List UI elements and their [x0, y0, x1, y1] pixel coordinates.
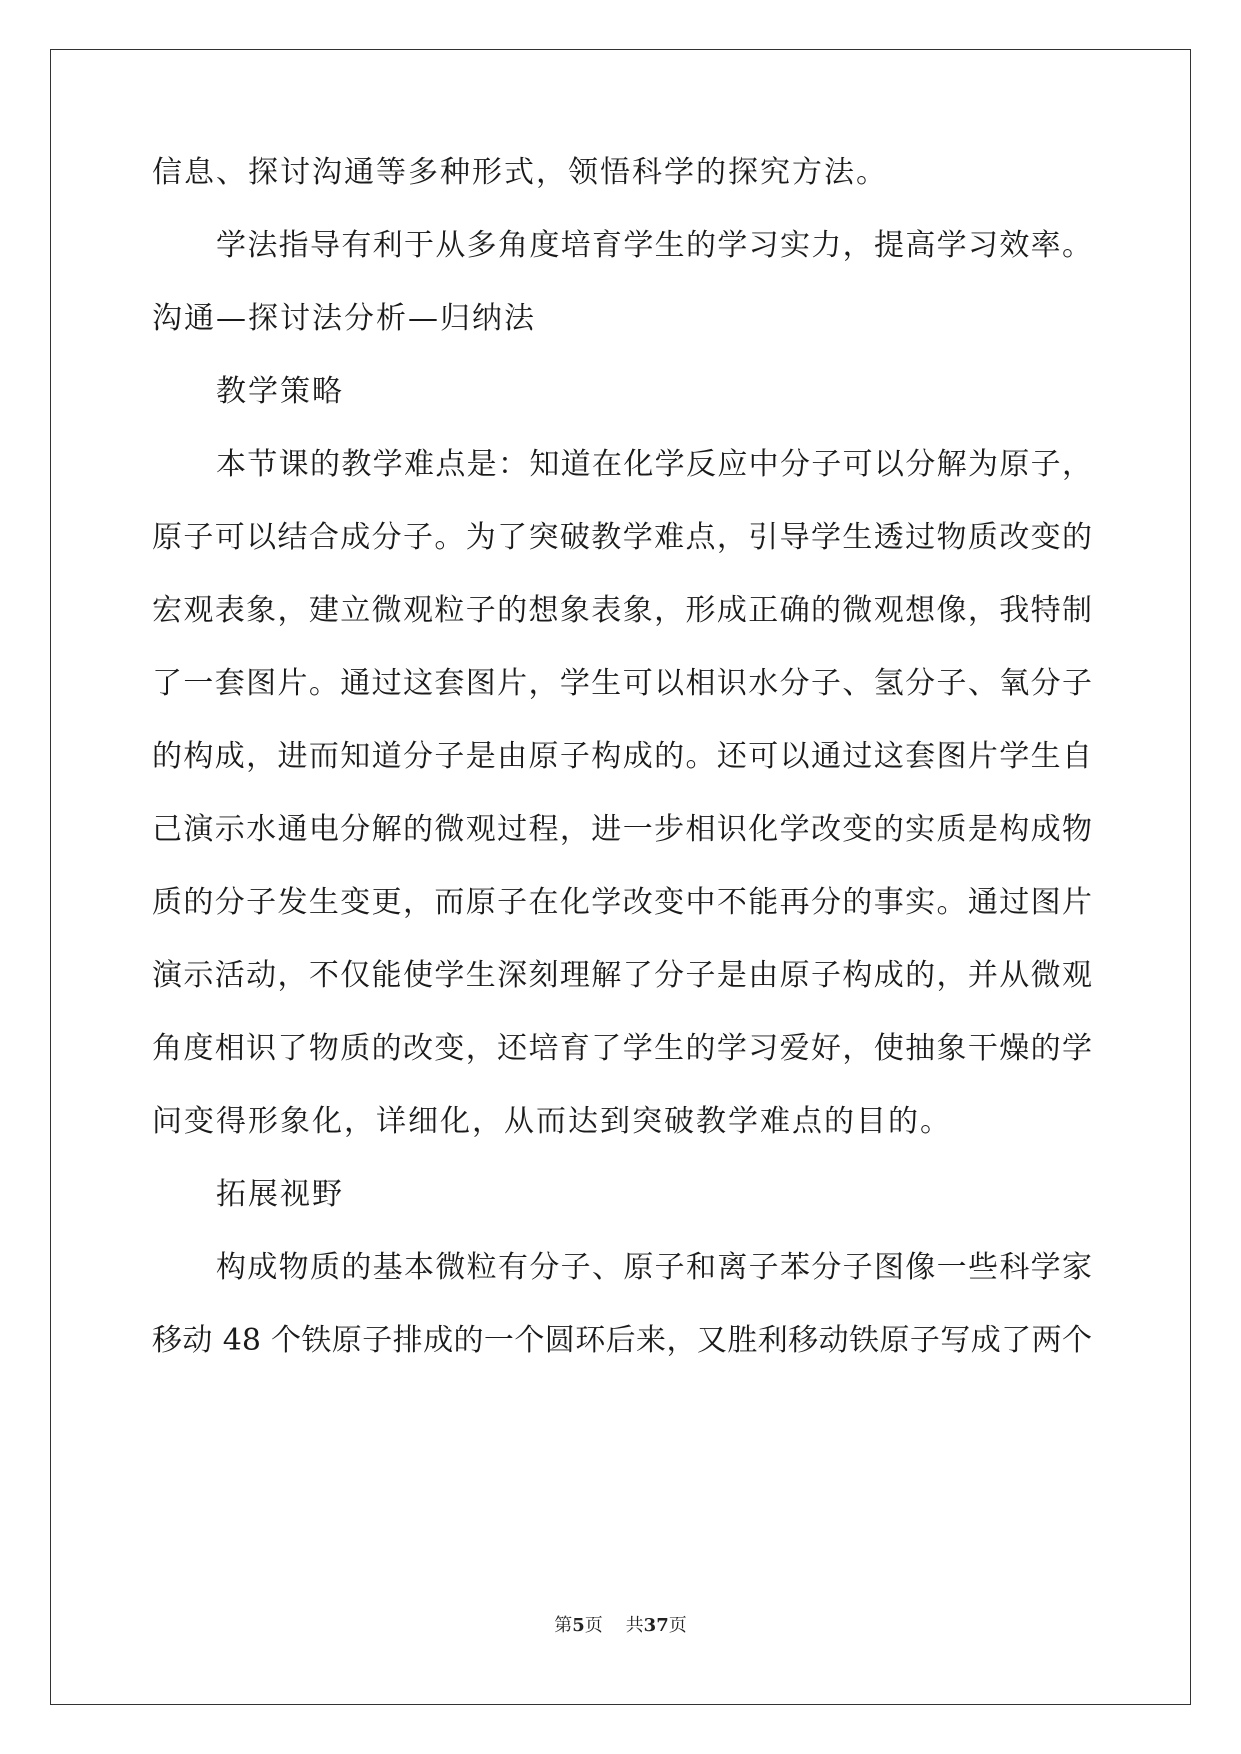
paragraph-first-line: 学法指导有利于从多角度培育学生的学习实力，提高学习效率。: [216, 228, 1092, 263]
page-border: [50, 49, 1191, 1705]
paragraph-first-line: 本节课的教学难点是：知道在化学反应中分子可以分解为原子，: [216, 447, 1092, 482]
page-footer: [0, 1614, 1241, 1638]
page-number: 5: [572, 1615, 585, 1636]
page-suffix: 页: [584, 1615, 603, 1636]
text-line: 角度相识了物质的改变，还培育了学生的学习爱好，使抽象干燥的学: [152, 1031, 1092, 1066]
text-line: 沟通—探讨法分析—归纳法: [152, 301, 536, 336]
text-line: 移动 48 个铁原子排成的一个圆环后来，又胜利移动铁原子写成了两个: [152, 1323, 1092, 1358]
text-line: 的构成，进而知道分子是由原子构成的。还可以通过这套图片学生自: [152, 739, 1092, 774]
paragraph-first-line: 构成物质的基本微粒有分子、原子和离子苯分子图像一些科学家: [216, 1250, 1092, 1285]
text-line: 问变得形象化，详细化，从而达到突破教学难点的目的。: [152, 1104, 952, 1139]
section-heading: 拓展视野: [216, 1177, 344, 1212]
text-line: 信息、探讨沟通等多种形式，领悟科学的探究方法。: [152, 155, 888, 190]
total-prefix: 共: [625, 1615, 644, 1636]
section-heading: 教学策略: [216, 374, 344, 409]
text-line: 宏观表象，建立微观粒子的想象表象，形成正确的微观想像，我特制: [152, 593, 1092, 628]
text-line: 演示活动，不仅能使学生深刻理解了分子是由原子构成的，并从微观: [152, 958, 1092, 993]
text-line: 己演示水通电分解的微观过程，进一步相识化学改变的实质是构成物: [152, 812, 1092, 847]
total-pages: 37: [643, 1615, 669, 1636]
page-prefix: 第: [554, 1615, 573, 1636]
total-suffix: 页: [668, 1615, 687, 1636]
text-line: 了一套图片。通过这套图片，学生可以相识水分子、氢分子、氧分子: [152, 666, 1092, 701]
text-line: 质的分子发生变更，而原子在化学改变中不能再分的事实。通过图片: [152, 885, 1092, 920]
text-line: 原子可以结合成分子。为了突破教学难点，引导学生透过物质改变的: [152, 520, 1092, 555]
